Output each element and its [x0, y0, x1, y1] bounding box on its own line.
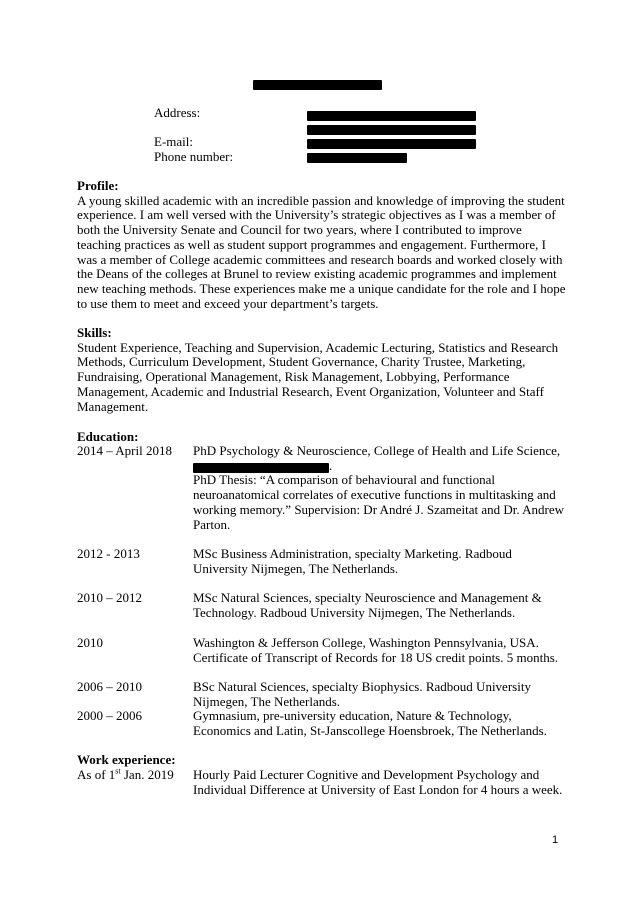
work-date-prefix: As of 1 [77, 767, 116, 782]
redacted-name [253, 80, 382, 90]
education-date: 2010 [77, 635, 103, 650]
skills-section [77, 326, 567, 414]
skills-heading: Skills: [77, 325, 112, 340]
page-number: 1 [552, 834, 559, 846]
education-description: Gymnasium, pre-university education, Nature & Technology, Economics and Latin, St-Janscollege Hoensbroek, The Netherlands. [193, 708, 547, 738]
redacted-address-line-2 [307, 125, 476, 135]
education-thesis: PhD Thesis: “A comparison of behavioural and functional neuroanatomical correlates of executive functions in multitasking and working memory.” Supervision: Dr André J. Szameitat and Dr. Andrew Parton. [193, 472, 565, 532]
education-description: BSc Natural Sciences, specialty Biophysics. Radboud University Nijmegen, The Netherlands. [193, 679, 531, 709]
work-description: Hourly Paid Lecturer Cognitive and Development Psychology and Individual Difference at University of East London for 4 hours a week. [193, 767, 563, 797]
profile-section [77, 179, 567, 311]
redacted-university [193, 463, 329, 473]
education-heading: Education: [77, 429, 139, 444]
profile-heading: Profile: [77, 178, 119, 193]
work-date-sup: st [115, 766, 121, 776]
phone-label: Phone number: [154, 149, 234, 164]
education-date: 2012 - 2013 [77, 546, 140, 561]
profile-text: A young skilled academic with an incredible passion and knowledge of improving the student experience. I am well versed with the University’s strategic objectives as I was a member of both the University Senate and Council for two years, where I contributed to improve teaching practices as well as student support programmes and engagement. Furthermore, I was a member of College academic committees and research boards and worked closely with the Deans of the colleges at Brunel to review existing academic programmes and implement new teaching methods. These experiences make me a unique candidate for the role and I hope to use them to meet and exceed your department’s targets. [77, 192, 566, 311]
education-date: 2010 – 2012 [77, 590, 142, 605]
education-description [193, 444, 565, 532]
redacted-phone [307, 153, 407, 163]
work-date-suffix: Jan. 2019 [120, 767, 174, 782]
education-degree: PhD Psychology & Neuroscience, College of Health and Life Science, [193, 443, 561, 458]
education-date: 2006 – 2010 [77, 679, 142, 694]
address-label: Address: [154, 105, 201, 120]
redacted-address-line-1 [307, 111, 476, 121]
education-date: 2014 – April 2018 [77, 443, 172, 458]
education-description: MSc Natural Sciences, specialty Neuroscience and Management & Technology. Radboud University Nijmegen, The Netherlands. [193, 590, 542, 620]
skills-text: Student Experience, Teaching and Supervision, Academic Lecturing, Statistics and Research Methods, Curriculum Development, Student Governance, Charity Trustee, Marketing, Fundraising, Operational Management, Risk Management, Lobbying, Performance Management, Academic and Industrial Research, Event Organization, Volunteer and Staff Management. [77, 339, 559, 414]
education-date: 2000 – 2006 [77, 708, 142, 723]
work-date [77, 768, 174, 783]
period: . [329, 457, 333, 473]
education-description: Washington & Jefferson College, Washington Pennsylvania, USA. Certificate of Transcript of Records for 18 US credit points. 5 months. [193, 635, 559, 665]
redacted-email [307, 139, 476, 149]
email-label: E-mail: [154, 134, 193, 149]
work-heading: Work experience: [77, 752, 176, 767]
education-description: MSc Business Administration, specialty Marketing. Radboud University Nijmegen, The Netherlands. [193, 546, 512, 576]
